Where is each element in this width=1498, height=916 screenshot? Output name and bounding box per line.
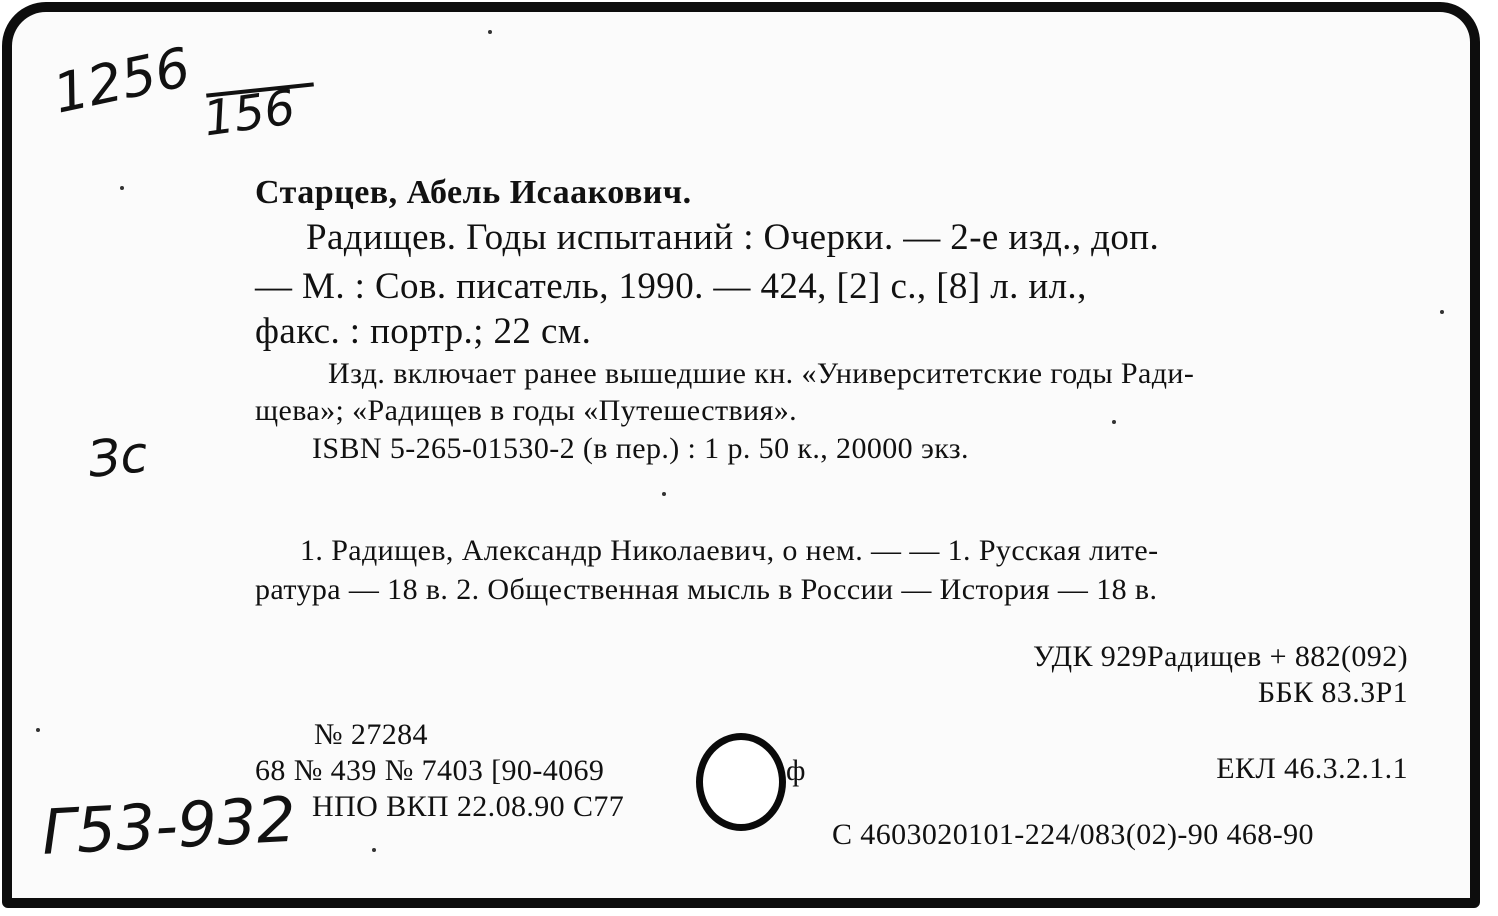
handwritten-scribble: Зс xyxy=(85,425,151,489)
author-heading: Старцев, Абель Исаакович. xyxy=(255,174,692,211)
speck xyxy=(1112,420,1116,424)
handwritten-subnumber: 156 xyxy=(200,79,299,148)
speck xyxy=(662,492,666,496)
title-line-3: факс. : портр.; 22 см. xyxy=(255,311,592,352)
title-line-1: Радищев. Годы испытаний : Очерки. — 2-е изд., доп. xyxy=(306,217,1160,258)
isbn-line: ISBN 5-265-01530-2 (в пер.) : 1 р. 50 к., 20000 экз. xyxy=(312,432,969,465)
speck xyxy=(488,30,492,34)
handwritten-number: 1256 xyxy=(48,35,196,126)
speck xyxy=(120,186,124,190)
speck xyxy=(1440,310,1444,314)
title-line-2: — М. : Сов. писатель, 1990. — 424, [2] с., [8] л. ил., xyxy=(255,266,1087,307)
subject-line-2: ратура — 18 в. 2. Общественная мысль в России — История — 18 в. xyxy=(255,573,1158,606)
handwritten-code: Г53-932 xyxy=(40,782,298,869)
speck xyxy=(372,848,376,852)
bbk-line: ББК 83.3Р1 xyxy=(1257,676,1408,709)
subject-line-1: 1. Радищев, Александр Николаевич, о нем. — — 1. Русская лите- xyxy=(300,534,1159,567)
print-line-2: НПО ВКП 22.08.90 С77 xyxy=(312,790,625,823)
punch-hole xyxy=(696,733,786,831)
print-line-1: 68 № 439 № 7403 [90-4069 xyxy=(255,754,605,787)
print-line-1-end: ф xyxy=(786,754,806,787)
order-number: № 27284 xyxy=(314,718,428,751)
code-c-line: С 4603020101-224/083(02)-90 468-90 xyxy=(832,818,1314,851)
udk-line: УДК 929Радищев + 882(092) xyxy=(1033,640,1408,673)
ekl-line: ЕКЛ 46.3.2.1.1 xyxy=(1216,752,1408,785)
note-line-2: щева»; «Радищев в годы «Путешествия». xyxy=(255,394,798,427)
note-line-1: Изд. включает ранее вышедшие кн. «Университетские годы Ради- xyxy=(328,357,1195,390)
speck xyxy=(36,728,40,732)
